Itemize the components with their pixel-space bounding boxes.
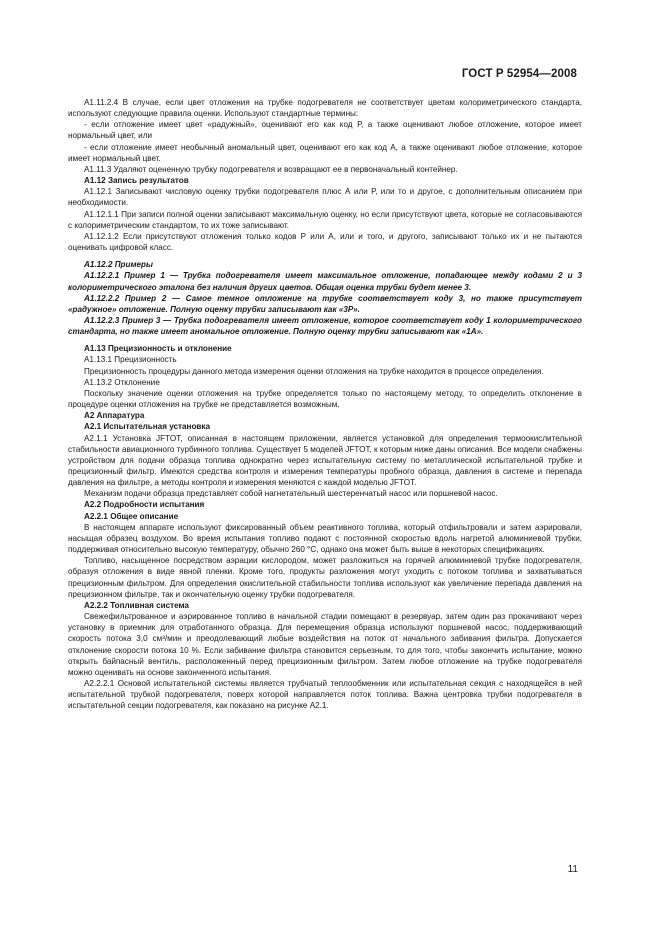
body-paragraph: A1.12.1.2 Если присутствуют отложения только кодов Р или А, или и того, и другого, записывают только их и не пытаются оценивать цифровой класс. (68, 231, 582, 253)
page-number: 11 (567, 864, 578, 875)
section-heading: A2 Аппаратура (84, 411, 145, 421)
body-paragraph: - если отложение имеет необычный аномальный цвет, оценивают его как код А, а также оценивают любое отложение, которое имеет нормальный цвет. (68, 142, 582, 163)
section-heading: A1.12.2.2 Пример 2 — Самое темное отложение на трубке соответствует коду 3, но также присутствует «радужное» отложение. Полную оценку трубки записывают как «3Р». (68, 293, 582, 314)
section-heading: A1.13 Прецизионность и отклонение (84, 344, 232, 354)
section-heading: A2.1 Испытательная установка (84, 422, 210, 432)
body-paragraph: В настоящем аппарате используют фиксированный объем реактивного топлива, который отфильтровали и затем аэрировали, насыщая образец воздухом. Во время испытания топливо подают с постоянной скоростью вдоль нагретой алюминиевой трубки, поддерживая относительно высокую температуру, обычно 260 °С, однако она может быть выше в некоторых спецификациях. (68, 522, 582, 555)
body-paragraph: Прецизионность процедуры данного метода измерения оценки отложения на трубке находится в процессе определения. (84, 366, 544, 376)
body-paragraph: A1.13.1 Прецизионность (84, 355, 177, 365)
standard-header: ГОСТ Р 52954—2008 (461, 68, 577, 80)
section-heading: A1.12.2.1 Пример 1 — Трубка подогревателя имеет максимальное отложение, попадающее между кодами 2 и 3 колориметрического эталона без наличия других цветов. Общая оценка трубки будет менее 3. (68, 271, 582, 292)
body-paragraph: A1.12.1.1 При записи полной оценки записывают максимальную оценку, но если присутствуют цвета, которые не согласовываются с колориметрическим стандартом, то их тоже записывают. (68, 209, 582, 230)
section-heading: A1.12 Запись результатов (84, 176, 189, 186)
document-body (68, 97, 582, 711)
body-paragraph: A2.2.2.1 Основой испытательной системы является трубчатый теплообменник или испытательная секция с находящейся в ней испытательной трубкой подогревателя, поверх которой направляется поток топлива. Важна центровка трубки подогревателя в испытательной секции подогревателя, как показано на рисунке A2.1. (68, 678, 582, 711)
body-paragraph: A1.11.2.4 В случае, если цвет отложения на трубке подогревателя не соответствует цветам колориметрического стандарта, используют следующие правила оценки. Используют стандартные термины: (68, 98, 582, 119)
body-paragraph: Механизм подачи образца представляет собой нагнетательный шестеренчатый насос или поршневой насос. (84, 489, 498, 499)
body-paragraph: A1.12.1 Записывают числовую оценку трубки подогревателя плюс А или Р, или то и другое, с дополнительным описанием при необходимости. (68, 187, 582, 208)
section-heading: A1.12.2.3 Пример 3 — Трубка подогревателя имеет отложение, которое соответствует коду 1 колориметрического стандарта, но также имеет аномальное отложение. Полную оценку трубки записывают как «1А». (68, 315, 582, 337)
body-paragraph: - если отложение имеет цвет «радужный», оценивают его как код Р, а также оценивают любое отложение, которое имеет нормальный цвет, или (68, 120, 582, 141)
section-heading: A2.2.2 Топливная система (84, 600, 189, 610)
body-paragraph: Поскольку значение оценки отложения на трубке определяется только по настоящему методу, то определить отклонение в процедуре оценки отложения на трубке не представляется возможным. (68, 388, 582, 410)
section-heading: A2.2 Подробности испытания (84, 500, 205, 510)
body-paragraph: A1.11.3 Удаляют оцененную трубку подогревателя и возвращают ее в первоначальный контейнер. (84, 164, 458, 174)
body-paragraph: Топливо, насыщенное посредством аэрации кислородом, может разложиться на горячей алюминиевой трубке подогревателя, образуя отложения в виде явной пленки. Кроме того, продукты разложения могут уходить с потоком топлива и захватываться прецизионным фильтром. Для определения окислительной стабильности топлива используют как увеличение перепада давления на прецизионном фильтре, так и окончательную оценку трубки подогревателя. (68, 556, 582, 599)
section-heading: A2.2.1 Общее описание (84, 511, 179, 521)
body-paragraph: A2.1.1 Установка JFTOT, описанная в настоящем приложении, является установкой для определения термоокислительной стабильности авиационного турбинного топлива. Существует 5 моделей JFTOT, к которым ниже даны описания. Все модели снабжены устройством для подачи образца топлива однократно через испытательную систему по металлической испытательной трубке и прецизионный фильтр. Имеются средства контроля и измерения температуры пробного образца, давления в системе и перепада давления на фильтре, а методы контроля и измерения меняются с каждой моделью JFTOT. (68, 433, 582, 488)
body-paragraph: A1.13.2 Отклонение (84, 377, 160, 387)
body-paragraph: Свежефильтрованное и аэрированное топливо в начальной стадии помещают в резервуар, затем один раз прокачивают через установку в приемник для отработанного образца. Для перемещения образца используют поршневой насос, поддерживающий скорость потока 3,0 см³/мин и преодолевающий любые воздействия на поток от начального забивания фильтра. Допускается отклонение скорости потока 10 %. Если забивание фильтра становится серьезным, то для того, чтобы закончить испытание, можно открыть байпасный вентиль, расположенный перед прецизионным фильтром. Затем любое отложение на трубке подогревателя можно оценивать на основе законченного испытания. (68, 612, 582, 677)
section-heading: A1.12.2 Примеры (84, 260, 153, 270)
